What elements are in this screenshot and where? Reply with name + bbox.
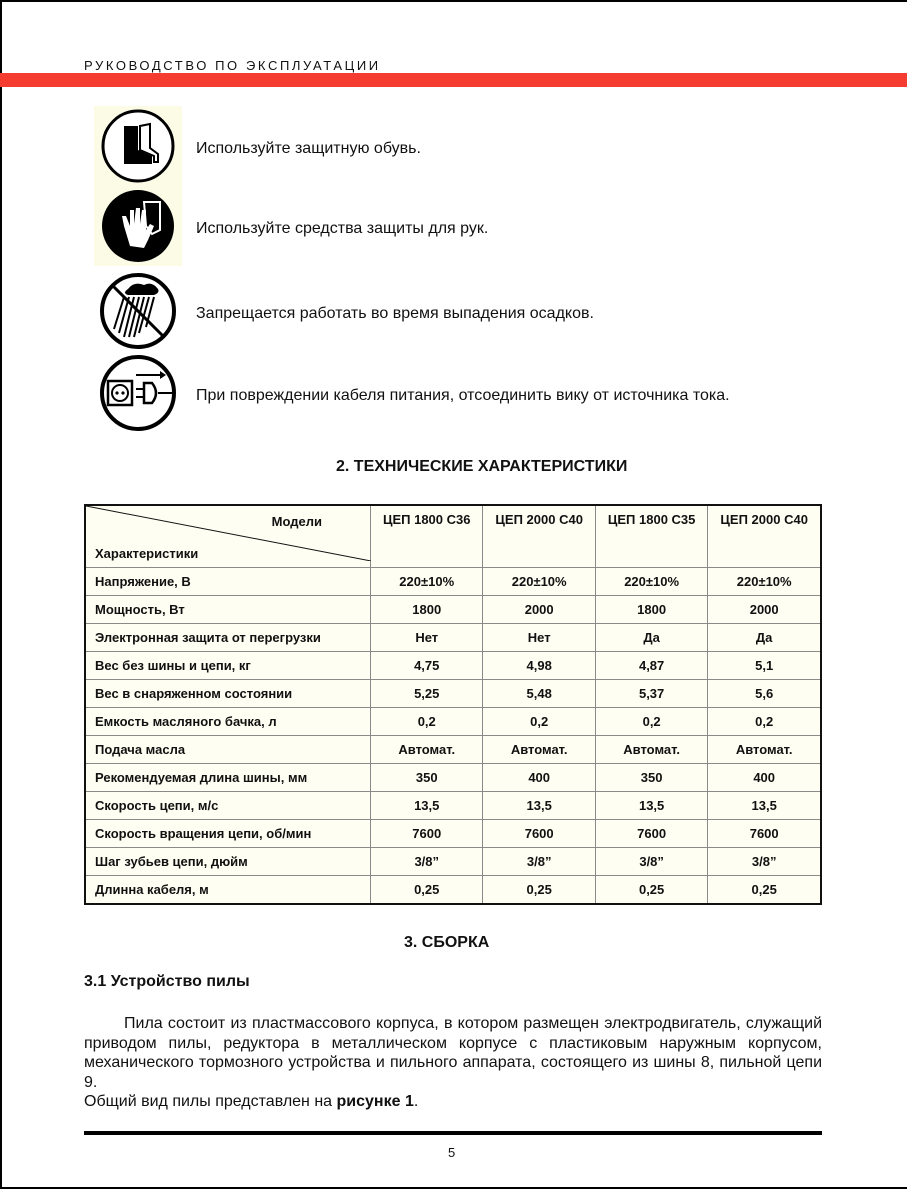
table-cell: Да [708, 624, 821, 652]
table-cell: 0,2 [595, 708, 707, 736]
table-cell: 5,48 [483, 680, 595, 708]
row-label: Вес в снаряженном состоянии [85, 680, 371, 708]
protective-gloves-icon [94, 186, 182, 266]
figure-ref-text: Общий вид пилы представлен на [84, 1093, 337, 1110]
table-row [85, 764, 821, 792]
running-header: РУКОВОДСТВО ПО ЭКСПЛУАТАЦИИ [84, 58, 381, 73]
safety-item [94, 186, 834, 266]
row-label: Вес без шины и цепи, кг [85, 652, 371, 680]
table-cell: 0,25 [371, 876, 483, 905]
table-cell: 220±10% [595, 568, 707, 596]
figure-ref-link: рисунке 1 [336, 1093, 414, 1110]
table-cell: 4,87 [595, 652, 707, 680]
row-label: Длинна кабеля, м [85, 876, 371, 905]
specifications-table [84, 504, 822, 905]
protective-boots-icon [94, 106, 182, 186]
table-cell: 7600 [371, 820, 483, 848]
table-row [85, 568, 821, 596]
section-title-assembly: 3. СБОРКА [404, 934, 490, 951]
model-header: ЦЕП 2000 С40 [483, 505, 595, 568]
table-row [85, 680, 821, 708]
table-cell: 5,1 [708, 652, 821, 680]
row-label: Емкость масляного бачка, л [85, 708, 371, 736]
row-label: Скорость цепи, м/с [85, 792, 371, 820]
table-cell: 220±10% [708, 568, 821, 596]
table-cell: 400 [708, 764, 821, 792]
table-cell: 4,98 [483, 652, 595, 680]
table-cell: 0,2 [708, 708, 821, 736]
table-cell: 13,5 [595, 792, 707, 820]
row-label: Подача масла [85, 736, 371, 764]
page-number: 5 [448, 1145, 456, 1160]
section-title-specs: 2. ТЕХНИЧЕСКИЕ ХАРАКТЕРИСТИКИ [336, 458, 628, 475]
model-header: ЦЕП 2000 С40 [708, 505, 821, 568]
table-row [85, 792, 821, 820]
table-cell: 350 [595, 764, 707, 792]
table-cell: 1800 [595, 596, 707, 624]
table-cell: Автомат. [371, 736, 483, 764]
safety-item [94, 353, 834, 433]
table-cell: 3/8” [371, 848, 483, 876]
figure-reference [84, 1092, 822, 1112]
table-cell: 13,5 [371, 792, 483, 820]
table-cell: 5,6 [708, 680, 821, 708]
safety-text: Используйте защитную обувь. [196, 140, 421, 157]
table-cell: 0,25 [483, 876, 595, 905]
table-cell: Автомат. [483, 736, 595, 764]
table-cell: 13,5 [483, 792, 595, 820]
no-rain-icon [94, 271, 182, 351]
safety-text: Запрещается работать во время выпадения осадков. [196, 305, 594, 322]
body-text [84, 1014, 822, 1112]
table-cell: 2000 [708, 596, 821, 624]
footer-rule [84, 1131, 822, 1135]
table-cell: 400 [483, 764, 595, 792]
table-cell: 7600 [595, 820, 707, 848]
table-cell: 13,5 [708, 792, 821, 820]
table-cell: 3/8” [708, 848, 821, 876]
table-row [85, 820, 821, 848]
table-row [85, 652, 821, 680]
table-row [85, 708, 821, 736]
model-header: ЦЕП 1800 С36 [371, 505, 483, 568]
figure-ref-suffix: . [413, 1093, 419, 1110]
safety-item [94, 271, 834, 351]
table-cell: 1800 [371, 596, 483, 624]
table-cell: 7600 [708, 820, 821, 848]
unplug-cable-icon [94, 353, 182, 433]
table-row [85, 848, 821, 876]
table-body [85, 568, 821, 905]
safety-item [94, 106, 834, 186]
table-cell: 0,2 [483, 708, 595, 736]
table-cell: 3/8” [483, 848, 595, 876]
table-cell: Нет [371, 624, 483, 652]
table-cell: 4,75 [371, 652, 483, 680]
table-row [85, 624, 821, 652]
row-label: Шаг зубьев цепи, дюйм [85, 848, 371, 876]
table-cell: Автомат. [708, 736, 821, 764]
table-row [85, 736, 821, 764]
table-cell: 7600 [483, 820, 595, 848]
row-label: Напряжение, В [85, 568, 371, 596]
corner-label-models: Модели [271, 514, 322, 529]
table-cell: Нет [483, 624, 595, 652]
row-label: Рекомендуемая длина шины, мм [85, 764, 371, 792]
table-cell: 0,25 [595, 876, 707, 905]
header-accent-band [0, 73, 907, 87]
table-cell: Да [595, 624, 707, 652]
table-row [85, 876, 821, 905]
table-cell: 3/8” [595, 848, 707, 876]
subsection-title: 3.1 Устройство пилы [84, 973, 250, 990]
table-corner-cell [85, 505, 371, 568]
table-cell: 220±10% [371, 568, 483, 596]
table-cell: Автомат. [595, 736, 707, 764]
table-cell: 5,37 [595, 680, 707, 708]
table-cell: 2000 [483, 596, 595, 624]
safety-text: Используйте средства защиты для рук. [196, 220, 489, 237]
corner-label-characteristics: Характеристики [95, 546, 199, 561]
table-cell: 350 [371, 764, 483, 792]
model-header: ЦЕП 1800 С35 [595, 505, 707, 568]
table-cell: 0,25 [708, 876, 821, 905]
row-label: Скорость вращения цепи, об/мин [85, 820, 371, 848]
table-row [85, 596, 821, 624]
table-cell: 5,25 [371, 680, 483, 708]
row-label: Электронная защита от перегрузки [85, 624, 371, 652]
safety-text: При повреждении кабеля питания, отсоединить вику от источника тока. [196, 387, 730, 404]
table-header-row [85, 505, 821, 568]
table-cell: 220±10% [483, 568, 595, 596]
paragraph: Пила состоит из пластмассового корпуса, в котором размещен электродвигатель, служащий приводом пилы, редуктора в металлическом корпусе с пластиковым наружным корпусом, механического тормозного устройства и пильного аппарата, состоящего из шины 8, пильной цепи 9. [84, 1015, 822, 1091]
table-cell: 0,2 [371, 708, 483, 736]
row-label: Мощность, Вт [85, 596, 371, 624]
